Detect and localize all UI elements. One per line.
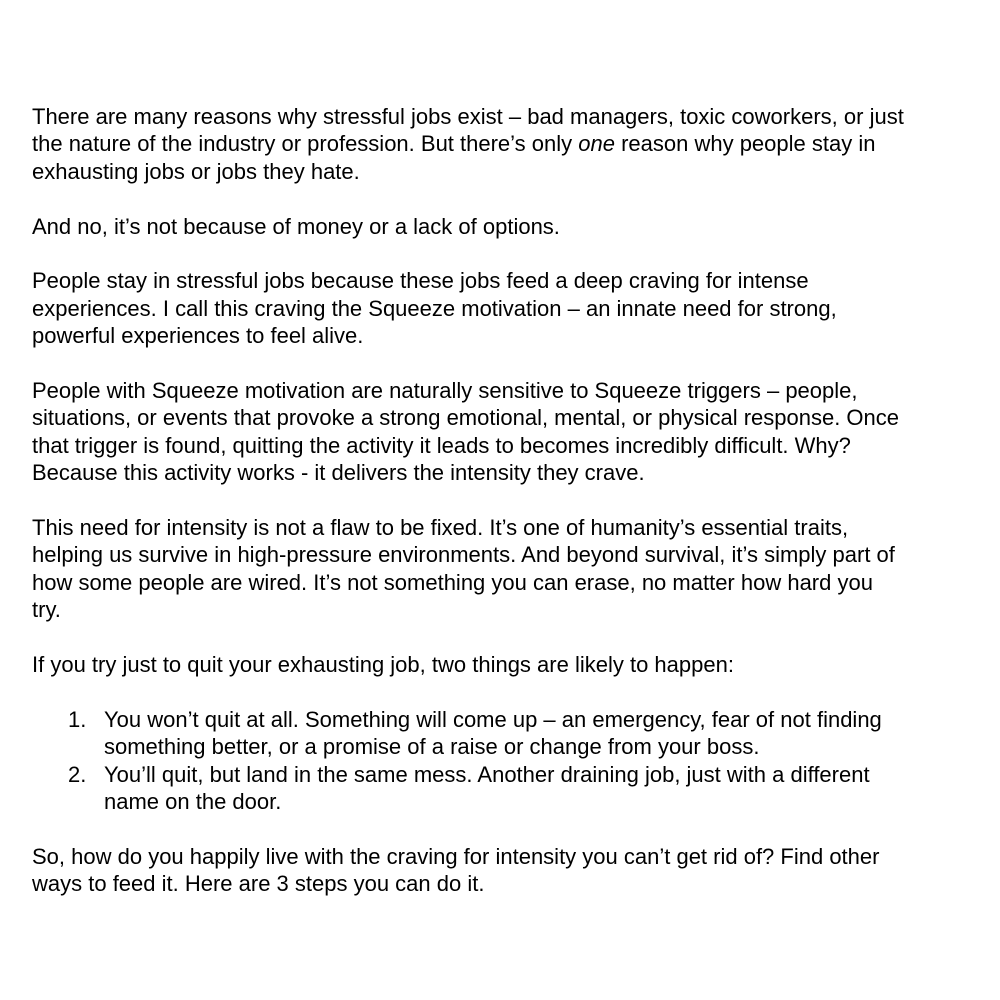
text-line: You won’t quit at all. Something will come up – an emergency, fear of not finding — [104, 706, 882, 732]
text-line: try. — [32, 597, 61, 623]
text-line: And no, it’s not because of money or a lack of options. — [32, 213, 560, 239]
paragraph-not-money — [32, 213, 992, 240]
text-line: You’ll quit, but land in the same mess. Another draining job, just with a different — [104, 761, 870, 787]
text-line: People with Squeeze motivation are naturally sensitive to Squeeze triggers – people, — [32, 378, 858, 404]
text-line: how some people are wired. It’s not something you can erase, no matter how hard you — [32, 569, 873, 595]
text-line: something better, or a promise of a raise or change from your boss. — [104, 734, 760, 760]
text-line: So, how do you happily live with the craving for intensity you can’t get rid of? Find other — [32, 843, 880, 869]
emphasis-text: one — [578, 131, 615, 157]
numbered-list — [32, 706, 992, 816]
paragraph-squeeze-triggers — [32, 377, 992, 487]
text-line: experiences. I call this craving the Squeeze motivation – an innate need for strong, — [32, 295, 837, 321]
document-body — [32, 103, 992, 925]
list-number: 1. — [68, 706, 87, 732]
paragraph-conclusion — [32, 843, 992, 898]
text-line: If you try just to quit your exhausting job, two things are likely to happen: — [32, 652, 734, 678]
list-item — [32, 761, 992, 816]
text-line — [32, 130, 992, 157]
text-line: powerful experiences to feel alive. — [32, 323, 364, 349]
paragraph-squeeze-motivation — [32, 267, 992, 349]
paragraph-intro — [32, 103, 992, 185]
text-line: This need for intensity is not a flaw to be fixed. It’s one of humanity’s essential traits, — [32, 515, 849, 541]
text-line: ways to feed it. Here are 3 steps you can do it. — [32, 871, 485, 897]
paragraph-quit-outcomes — [32, 651, 992, 678]
text-line: that trigger is found, quitting the activity it leads to becomes incredibly difficult. Why? — [32, 432, 851, 458]
text-line: situations, or events that provoke a strong emotional, mental, or physical response. Once — [32, 405, 900, 431]
text-line: There are many reasons why stressful jobs exist – bad managers, toxic coworkers, or just — [32, 104, 904, 129]
text-line: name on the door. — [104, 789, 282, 815]
text-segment: the nature of the industry or profession. But there’s only — [32, 131, 579, 157]
list-item — [32, 706, 992, 761]
paragraph-intensity-need — [32, 514, 992, 624]
text-segment: reason why people stay in — [614, 131, 876, 157]
text-line: People stay in stressful jobs because these jobs feed a deep craving for intense — [32, 268, 809, 294]
text-line: Because this activity works - it delivers the intensity they crave. — [32, 460, 645, 486]
text-line: helping us survive in high-pressure environments. And beyond survival, it’s simply part of — [32, 542, 895, 568]
text-line: exhausting jobs or jobs they hate. — [32, 158, 360, 184]
list-number: 2. — [68, 761, 87, 787]
